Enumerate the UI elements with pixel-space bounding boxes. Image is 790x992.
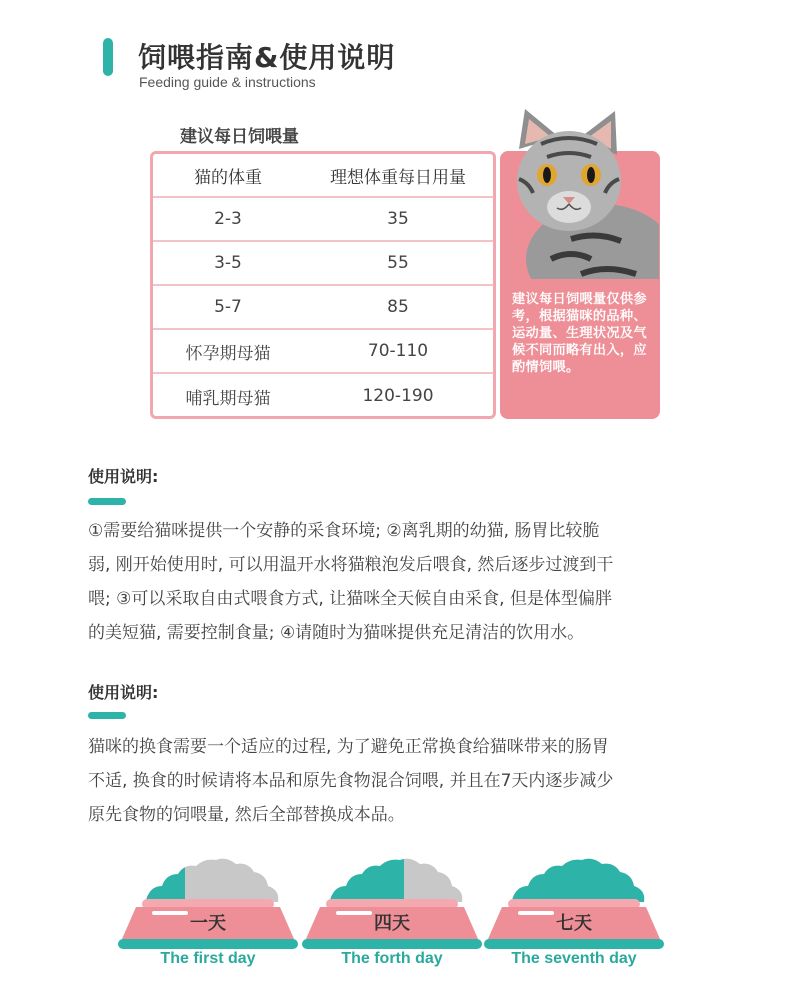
table-row (153, 374, 493, 418)
table-cell: 2-3 (214, 209, 242, 229)
bowl-base (118, 939, 298, 949)
column-header: 猫的体重 (194, 167, 262, 188)
day-caption: The forth day (341, 950, 443, 967)
bowl-icon-day1 (118, 855, 298, 955)
old-food-portion (649, 855, 664, 915)
table-cell: 120-190 (362, 386, 434, 406)
section-dash (88, 498, 126, 505)
page-title: 饲喂指南&使用说明 (138, 41, 396, 74)
table-header-row (153, 154, 493, 198)
bowl-icon-day7 (484, 855, 664, 955)
body-line: 喂; ③可以采取自由式喂食方式, 让猫咪全天候自由采食, 但是体型偏胖 (88, 589, 612, 609)
table-row (153, 198, 493, 242)
table-cell: 70-110 (367, 341, 429, 361)
bowl-label: 四天 (374, 913, 410, 934)
body-line: 猫咪的换食需要一个适应的过程, 为了避免正常换食给猫咪带来的肠胃 (88, 737, 609, 757)
body-line: 不适, 换食的时候请将本品和原先食物混合饲喂, 并且在7天内逐步减少 (88, 771, 614, 791)
title-accent-bar (103, 38, 113, 76)
table-cell: 85 (387, 297, 409, 317)
bowl-icon-day4 (302, 855, 482, 955)
table-cell: 3-5 (214, 253, 242, 273)
cat-info-card (500, 151, 660, 419)
body-line: 原先食物的饲喂量, 然后全部替换成本品。 (88, 805, 405, 825)
table-cell: 怀孕期母猫 (185, 343, 271, 364)
section-title: 使用说明: (88, 467, 159, 486)
page-subtitle: Feeding guide & instructions (139, 74, 316, 90)
bowl-label: 一天 (190, 913, 226, 934)
table-row (153, 330, 493, 374)
bowl-label: 七天 (556, 913, 592, 934)
body-line: ①需要给猫咪提供一个安静的采食环境; ②离乳期的幼猫, 肠胃比较脆 (88, 521, 600, 541)
column-header: 理想体重每日用量 (330, 167, 466, 188)
section-body (88, 514, 728, 650)
cat-feeding-note: 建议每日饲喂量仅供参考，根据猫咪的品种、运动量、生理状况及气候不同而略有出入，应酌情饲喂。 (512, 292, 647, 375)
table-row (153, 242, 493, 286)
day-caption: The seventh day (511, 950, 637, 967)
day-caption: The first day (160, 950, 256, 967)
table-cell: 哺乳期母猫 (185, 388, 271, 409)
section-body (88, 730, 728, 832)
section-title: 使用说明: (88, 683, 159, 702)
feeding-table (150, 151, 496, 419)
bowl-base (302, 939, 482, 949)
body-line: 的美短猫, 需要控制食量; ④请随时为猫咪提供充足清洁的饮用水。 (88, 623, 585, 643)
table-cell: 35 (387, 209, 409, 229)
table-cell: 55 (387, 253, 409, 273)
table-cell: 5-7 (214, 297, 242, 317)
feeding-table-title: 建议每日饲喂量 (180, 127, 299, 147)
body-line: 弱, 刚开始使用时, 可以用温开水将猫粮泡发后喂食, 然后逐步过渡到干 (88, 555, 614, 575)
section-dash (88, 712, 126, 719)
bowl-base (484, 939, 664, 949)
cat-photo (511, 109, 659, 279)
table-row (153, 286, 493, 330)
